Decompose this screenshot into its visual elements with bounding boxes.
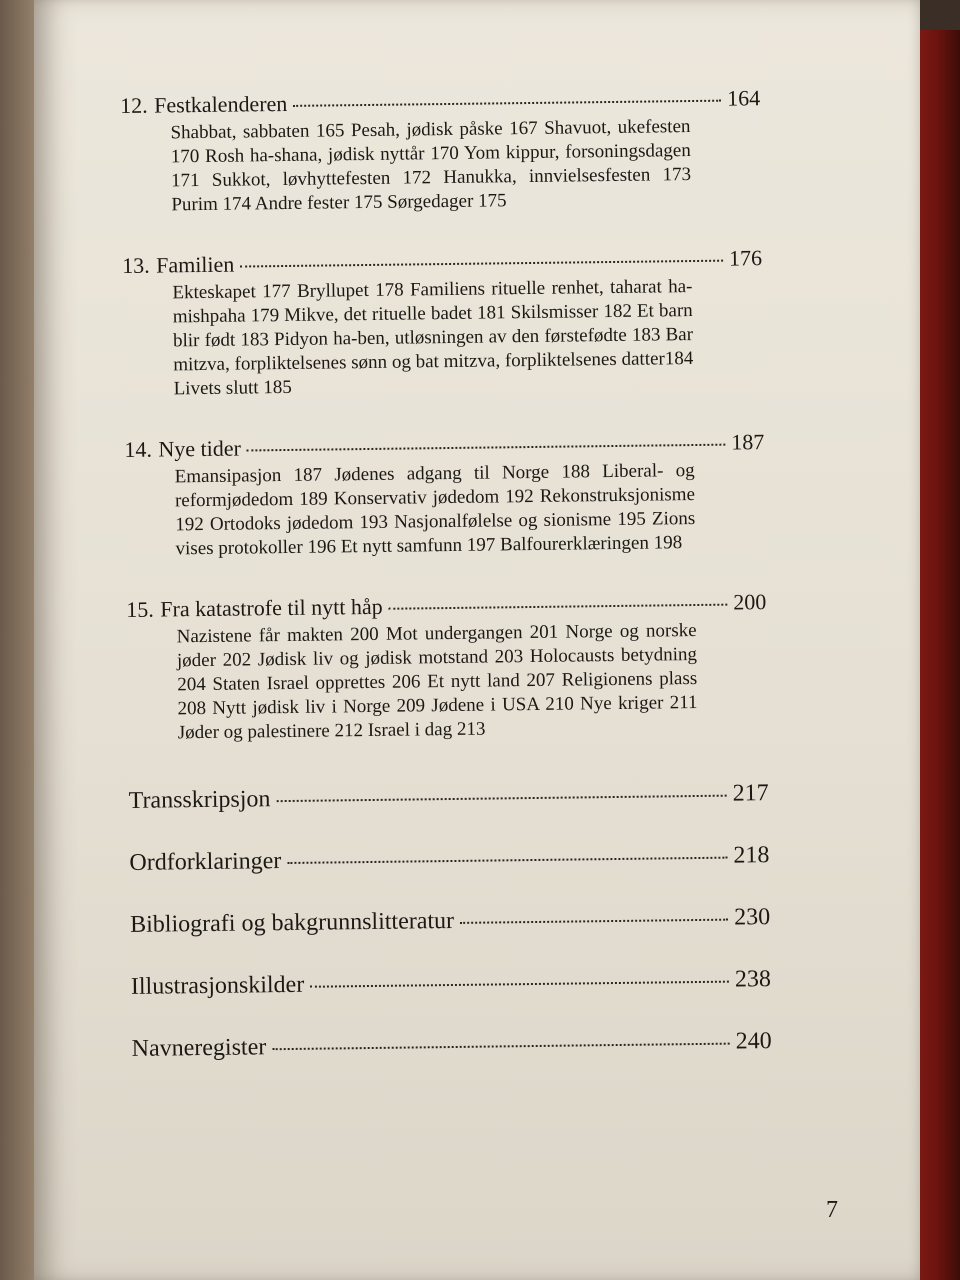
entry-title: Bibliografi og bakgrunnslitteratur xyxy=(130,907,455,938)
chapter-number: 15. xyxy=(126,596,154,622)
chapter-title: Festkalenderen xyxy=(154,90,288,118)
chapter-page-number: 187 xyxy=(731,429,765,455)
chapter-page-number: 200 xyxy=(733,589,767,615)
dot-leader xyxy=(310,981,729,988)
dot-leader xyxy=(272,1043,729,1051)
entry-page-number: 217 xyxy=(732,780,769,807)
toc-entry-transskripsjon xyxy=(128,778,768,816)
chapter-subtopics: Emansipasjon 187 Jødenes adgang til Norge 188 Liberal- og reformjødedom 189 Konservativ jødedom 192 Rekonstruksjonisme 192 Ortodoks jødedom 193 Nasjonalfølelse og sionisme 195 Zions vises protokoller 196 Et nytt samfunn 197 Balfourerklæringen 198 xyxy=(174,460,696,560)
entry-page-number: 238 xyxy=(734,966,772,993)
chapter-subtopics: Nazistene får makten 200 Mot undergangen 201 Norge og norske jøder 202 Jødisk liv og jødisk motstand 203 Holocausts betydning 204 Staten Israel opprettes 206 Et nytt land 207 Religionens plass 208 Nytt jødisk liv i Norge 209 Jødene i USA 210 Nye kriger 211 Jøder og palestinere 212 Israel i dag 213 xyxy=(176,619,698,744)
chapter-title: Familien xyxy=(155,251,235,278)
chapter-number: 12. xyxy=(120,92,148,118)
table-of-contents xyxy=(120,84,772,1096)
chapter-title: Nye tider xyxy=(158,435,241,462)
chapter-title: Fra katastrofe til nytt håp xyxy=(160,593,383,622)
toc-entry-illustrasjonskilder xyxy=(131,964,771,1002)
chapter-page-number: 164 xyxy=(726,85,761,111)
toc-entry-ordforklaringer xyxy=(129,840,769,878)
chapter-number: 13. xyxy=(121,252,150,278)
toc-chapter-13 xyxy=(122,244,764,402)
entry-page-number: 230 xyxy=(733,904,771,931)
chapter-subtopics: Shabbat, sabbaten 165 Pesah, jødisk påske 167 Shavuot, ukefesten 170 Rosh ha-shana, jødisk nyttår 170 Yom kippur, forsoningsdagen 171 Sukkot, løvhyttefesten 172 Hanukka, innvielsesfesten 173 Purim 174 Andre fester 175 Sørgedager 175 xyxy=(170,116,692,216)
entry-page-number: 240 xyxy=(735,1028,772,1055)
entry-title: Ordforklaringer xyxy=(129,848,282,876)
toc-entry-navneregister xyxy=(132,1026,772,1064)
dot-leader xyxy=(293,100,721,107)
entry-page-number: 218 xyxy=(733,842,770,869)
book-page xyxy=(34,0,920,1280)
entry-title: Navneregister xyxy=(131,1034,267,1062)
dot-leader xyxy=(247,444,726,452)
chapter-page-number: 176 xyxy=(728,245,763,271)
toc-chapter-14 xyxy=(124,428,765,562)
chapter-number: 14. xyxy=(124,436,153,462)
toc-chapter-12 xyxy=(120,84,761,218)
chapter-subtopics: Ekteskapet 177 Bryllupet 178 Familiens rituelle renhet, taharat ha-mishpaha 179 Mikve, det rituelle badet 181 Skilsmisser 182 Et barn blir født 183 Pidyon ha-ben, utløsningen av den førstefødte 183 Bar mitzva, forpliktelsenes sønn og bat mitzva, forpliktelsenes datter184 Livets slutt 185 xyxy=(172,276,694,400)
dot-leader xyxy=(240,260,723,268)
entry-title: Transskripsjon xyxy=(128,786,271,814)
page-folio-number: 7 xyxy=(826,1197,838,1223)
toc-entry-bibliografi xyxy=(130,902,770,940)
dot-leader xyxy=(389,604,728,610)
entry-title: Illustrasjonskilder xyxy=(130,971,305,1000)
dot-leader xyxy=(460,919,728,924)
dot-leader xyxy=(276,795,726,802)
toc-chapter-15 xyxy=(126,588,768,746)
dot-leader xyxy=(287,857,727,864)
